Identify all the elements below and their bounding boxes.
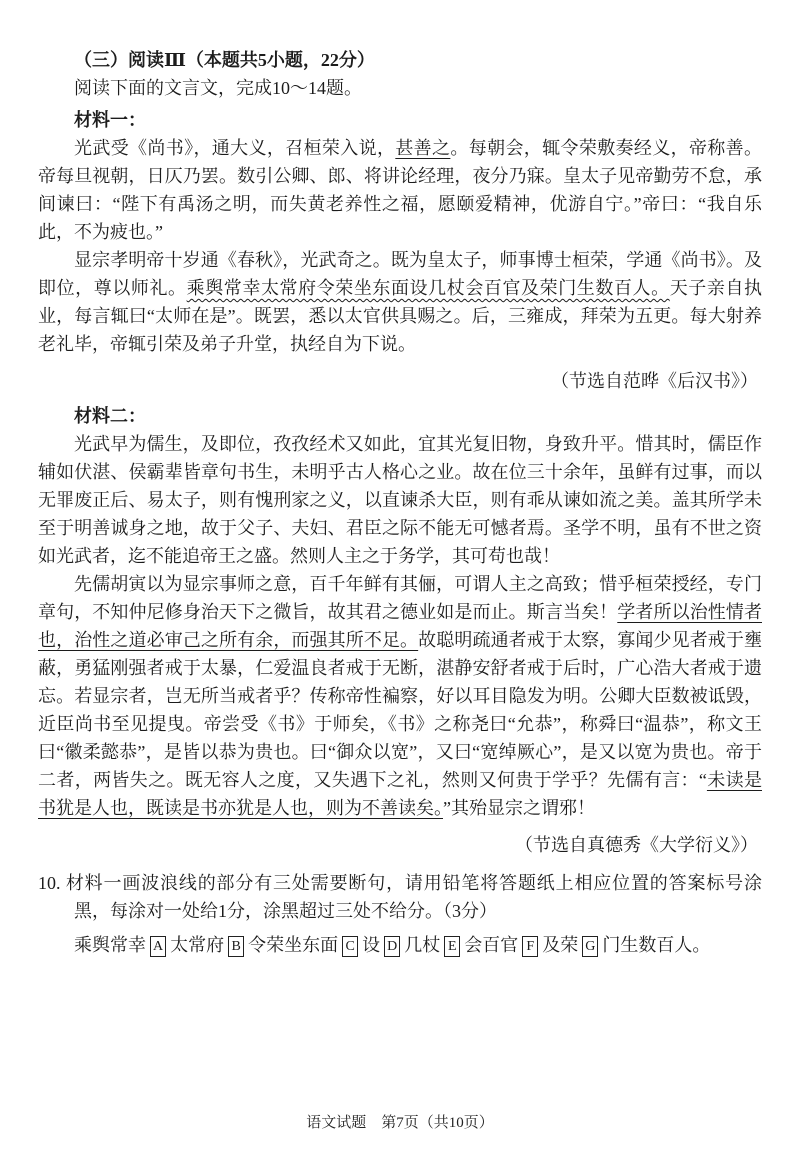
text-segment: 天子亲自执业，每言辄曰“太师在是”。既罢，悉以太官供具赐之。后，三雍成，拜荣为五更。每大射养老礼毕，帝辄引荣及弟子升堂，执经自为下说。	[38, 278, 763, 354]
underlined-text: 甚善之	[395, 138, 451, 158]
page-footer: 语文试题 第7页（共10页）	[306, 1115, 494, 1131]
text-segment: 光武早为儒生，及即位，孜孜经术又如此，宜其光复旧物，身致升平。惜其时，儒臣作辅如伏湛、侯霸辈皆章句书生，未明乎古人格心之业。故在位三十余年，虽鲜有过事，而以无罪废正后、易太子，则有愧刑家之义，以直谏杀大臣，则有乖从谏如流之美。盖其所学未至于明善诚身之地，故于父子、夫妇、君臣之际不能无可憾者焉。圣学不明，虽有不世之资如光武者，迄不能追帝王之盛。然则人主之于务学，其可苟也哉！	[38, 434, 762, 566]
text-segment: 及荣	[542, 935, 579, 955]
answer-label-box-G: G	[582, 936, 598, 957]
question-10-segmentation-sentence	[38, 931, 762, 959]
text-segment: 光武受《尚书》，通大义，召桓荣入说，	[74, 138, 396, 158]
answer-label-box-B: B	[228, 936, 244, 957]
material2-paragraph-2	[38, 570, 762, 822]
answer-label-box-F: F	[522, 936, 538, 957]
answer-label-box-E: E	[444, 936, 460, 957]
answer-label-box-A: A	[150, 936, 166, 957]
material2-paragraph-1	[38, 430, 762, 570]
text-segment: ”其殆显宗之谓邪！	[443, 798, 595, 818]
question-10-text: 10. 材料一画波浪线的部分有三处需要断句，请用铅笔将答题纸上相应位置的答案标号涂黑，每涂对一处给1分，涂黑超过三处不给分。（3分）	[38, 873, 762, 921]
text-segment: 先儒胡寅以为显宗事师之意，百千年鲜有其俪，可谓人主之高致；惜乎桓荣授经，专门章句，不知仲尼修身治天下之微旨，故其君之德业如是而止。斯言当矣！	[38, 574, 762, 622]
answer-label-box-C: C	[342, 936, 358, 957]
text-segment: 。每朝会，辄令荣敷奏经义，帝称善。帝每旦视朝，日仄乃罢。数引公卿、郎、将讲论经理，夜分乃寐。皇太子见帝勤劳不怠，承间谏曰：“陛下有禹汤之明，而失黄老养性之福，愿颐爱精神，优游自宁。”帝曰：“我自乐此，不为疲也。”	[38, 138, 763, 242]
underlined-text: 学者所以治性情者也，治性之道必审己之所有余，而强其所不足。	[38, 602, 762, 650]
text-segment: 显宗孝明帝十岁通《春秋》，光武奇之。既为皇太子，师事博士桓荣，学通《尚书》。及即位，尊以师礼。	[38, 250, 762, 298]
material2-source-attribution: （节选自真德秀《大学衍义》）	[515, 835, 758, 855]
text-segment: 几杖	[404, 935, 441, 955]
text-segment: 门生数百人。	[602, 935, 711, 955]
text-segment: 太常府	[170, 935, 225, 955]
text-segment: 乘舆常幸	[74, 935, 146, 955]
wavy-underlined-text: 乘舆常幸太常府令荣坐东面设几杖会百官及荣门生数百人。	[186, 278, 670, 298]
underlined-text: 未读是书犹是人也，既读是书亦犹是人也，则为不善读矣。	[38, 770, 762, 818]
reading-instruction: 阅读下面的文言文，完成10～14题。	[74, 78, 362, 98]
text-segment: 故聪明疏通者戒于太察，寡闻少见者戒于壅蔽，勇猛刚强者戒于太暴，仁爱温良者戒于无断，湛静安舒者戒于后时，广心浩大者戒于遗忘。若显宗者，岂无所当戒者乎？传称帝性褊察，好以耳目隐发为明。公卿大臣数被诋毁，近臣尚书至见提曳。帝尝受《书》于师矣，《书》之称尧曰“允恭”，称舜曰“温恭”，称文王曰“徽柔懿恭”，是皆以恭为贵也。曰“御众以宽”，又曰“宽绰厥心”，是又以宽为贵也。帝于二者，两皆失之。既无容人之度，又失遇下之礼，然则又何贵于学乎？先儒有言：“	[38, 630, 763, 790]
text-segment: 令荣坐东面	[248, 935, 339, 955]
text-segment: 会百官	[464, 935, 519, 955]
material1-paragraph-1	[38, 134, 762, 246]
material1-paragraph-2	[38, 246, 762, 358]
material1-label: 材料一：	[74, 110, 146, 130]
material2-label: 材料二：	[74, 406, 146, 426]
text-segment: 设	[362, 935, 381, 955]
material1-source-attribution: （节选自范晔《后汉书》）	[551, 371, 758, 391]
section-title: （三）阅读Ⅲ（本题共5小题，22分）	[74, 50, 375, 70]
answer-label-box-D: D	[384, 936, 400, 957]
